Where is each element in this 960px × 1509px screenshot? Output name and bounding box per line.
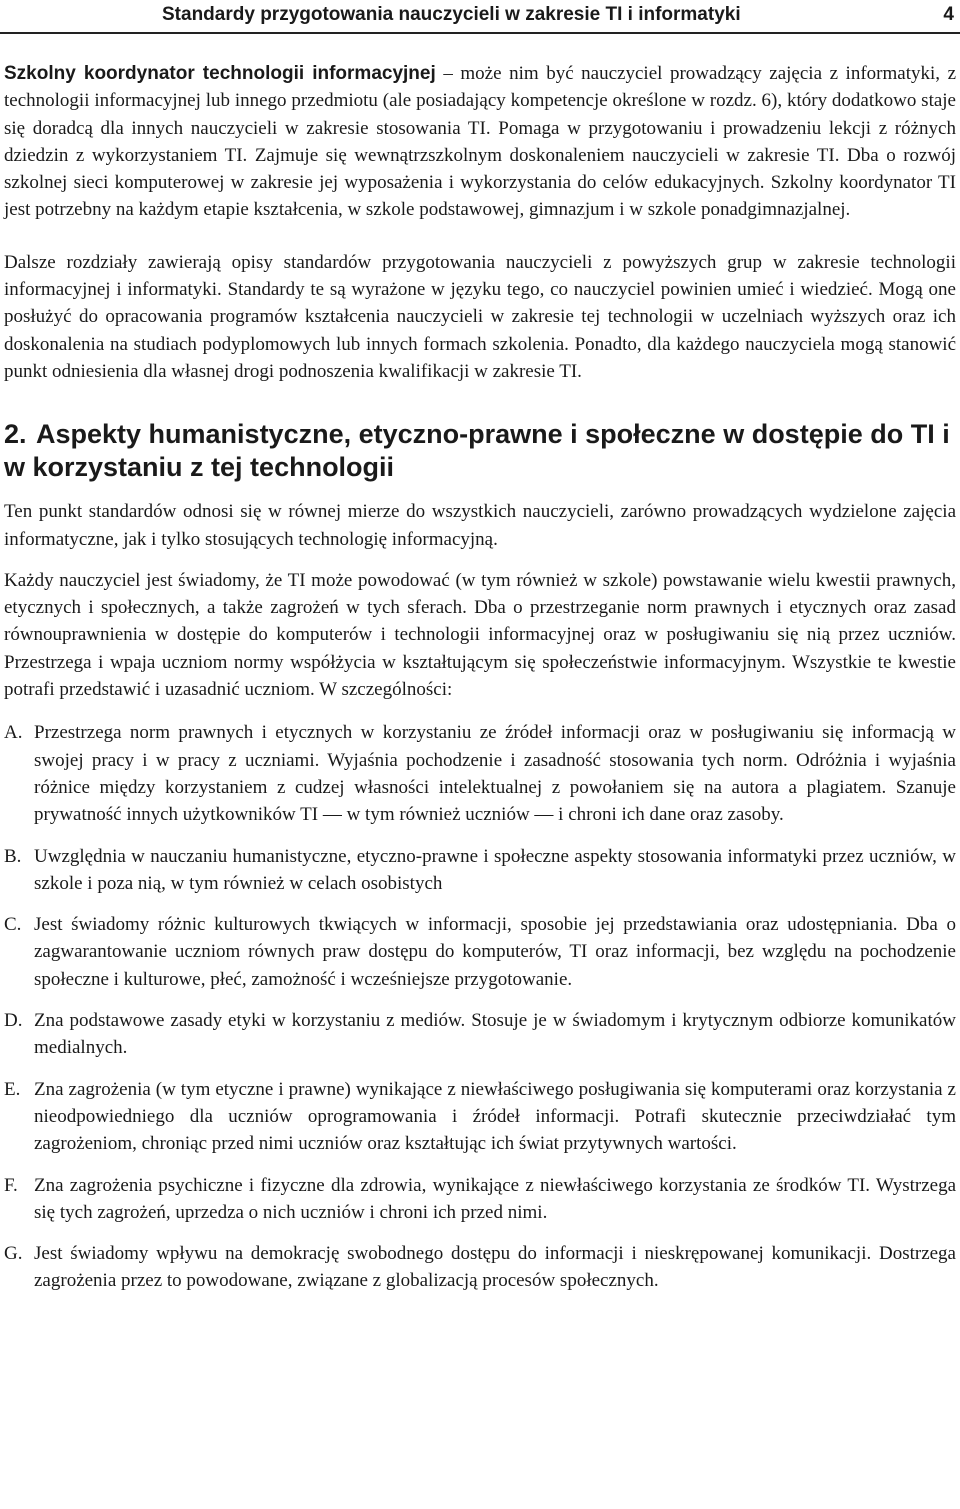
coordinator-term: Szkolny koordynator technologii informacyjnej [4,63,436,84]
list-item [4,843,956,898]
list-item [4,719,956,828]
header-title: Standardy przygotowania nauczycieli w zakresie TI i informatyki [162,4,741,25]
section-title: Aspekty humanistyczne, etyczno-prawne i społeczne w dostępie do TI i w korzystaniu z tej technologii [4,419,950,483]
section-number: 2. [4,419,27,450]
section-paragraph-1: Ten punkt standardów odnosi się w równej mierze do wszystkich nauczycieli, zarówno prowadzących wydzielone zajęcia informatyczne, jak i tylko stosujących technologię informacyjną. [4,501,956,550]
list-item-text: Przestrzega norm prawnych i etycznych w korzystaniu ze źródeł informacji oraz w posługiwaniu się informacją w swojej pracy i w pracy z uczniami. Wyjaśnia pochodzenie i zasadność stosowania tych norm. Odróżnia i wyjaśnia różnice między korzystaniem z cudzej własności intelektualnej z powołaniem się na autora a plagiatem. Szanuje prywatność innych użytkowników TI — w tym również uczniów — i chroni ich dane oraz zasoby. [34,722,956,826]
list-item [4,1007,956,1062]
list-item [4,1076,956,1158]
page-content [4,60,956,1309]
list-marker: F. [4,1174,18,1196]
list-item [4,1172,956,1227]
list-marker: A. [4,722,23,744]
list-marker: G. [4,1243,23,1265]
section-paragraph-2: Każdy nauczyciel jest świadomy, że TI może powodować (w tym również w szkole) powstawanie wielu kwestii prawnych, etycznych i społecznych, a także zagrożeń w tych sferach. Dba o przestrzeganie norm prawnych i etycznych oraz zasad równouprawnienia w dostępie do komputerów i technologii informacyjnej oraz w posługiwaniu się nią przez uczniów. Przestrzega i wpaja uczniom normy współżycia w kształtującym się społeczeństwie informacyjnym. Wszystkie te kwestie potrafi przedstawić i uzasadnić uczniom. W szczególności: [4,569,956,701]
chapters-paragraph: Dalsze rozdziały zawierają opisy standardów przygotowania nauczycieli z powyższych grup w zakresie technologii informacyjnej i informatyki. Standardy te są wyrażone w języku tego, co nauczyciel powinien umieć i wiedzieć. Mogą one posłużyć do opracowania programów kształcenia nauczycieli w zakresie tej technologii w uczelniach wyższych oraz ich doskonalenia na studiach podyplomowych lub innych formach szkolenia. Ponadto, dla każdego nauczyciela mogą stanowić punkt odniesienia dla własnej drogi podnoszenia kwalifikacji w zakresie TI. [4,251,956,382]
list-item [4,1240,956,1295]
standards-list [4,719,956,1294]
intro-paragraph [4,60,956,224]
list-marker: E. [4,1078,21,1100]
list-item-text: Uwzględnia w nauczaniu humanistyczne, etyczno-prawne i społeczne aspekty stosowania informatyki przez uczniów, w szkole i poza nią, w tym również w celach osobistych [34,845,956,894]
list-marker: D. [4,1010,23,1032]
section-heading [4,418,956,484]
coordinator-description: – może nim być nauczyciel prowadzący zajęcia z informatyki, z technologii informacyjnej lub innego przedmiotu (ale posiadający kompetencje określone w rozdz. 6), który dodatkowo staje się doradcą dla innych nauczycieli w zakresie stosowania TI. Pomaga w przygotowaniu i prowadzeniu lekcji z różnych dziedzin z wykorzystaniem TI. Zajmuje się wewnątrzszkolnym doskonaleniem nauczycieli w zakresie TI. Dba o rozwój szkolnej sieci komputerowej w zakresie jej wyposażenia i wykorzystania do celów edukacyjnych. Szkolny koordynator TI jest potrzebny na każdym etapie kształcenia, w szkole podstawowej, gimnazjum i w szkole ponadgimnazjalnej. [4,63,957,221]
list-item-text: Zna zagrożenia (w tym etyczne i prawne) wynikające z niewłaściwego posługiwania się komputerami oraz korzystania z nieodpowiedniego dla uczniów oprogramowania i źródeł informacji. Potrafi skutecznie przeciwdziałać tym zagrożeniom, chroniąc przed nimi uczniów oraz kształtując ich świat przytywnych wartości. [34,1078,956,1155]
list-marker: C. [4,914,22,936]
list-item-text: Jest świadomy różnic kulturowych tkwiących w informacji, sposobie jej przedstawiania oraz udostępniania. Dba o zagwarantowanie uczniom równych praw dostępu do komputerów, TI oraz informacji, bez względu na pochodzenie społeczne i kulturowe, płeć, zamożność i wcześniejsze przygotowanie. [34,914,956,990]
list-item-text: Zna podstawowe zasady etyki w korzystaniu z mediów. Stosuje je w świadomym i krytycznym odbiorze komunikatów medialnych. [34,1010,956,1059]
list-item [4,911,956,993]
page-number: 4 [943,4,954,25]
list-item-text: Zna zagrożenia psychiczne i fizyczne dla zdrowia, wynikające z niewłaściwego korzystania ze środków TI. Wystrzega się tych zagrożeń, uprzedza o nich uczniów i chroni ich przed nimi. [34,1174,956,1223]
page-header [0,0,960,34]
list-marker: B. [4,845,22,867]
list-item-text: Jest świadomy wpływu na demokrację swobodnego dostępu do informacji i nieskrępowanej komunikacji. Dostrzega zagrożenia przez to powodowane, związane z globalizacją procesów społecznych. [34,1243,956,1292]
